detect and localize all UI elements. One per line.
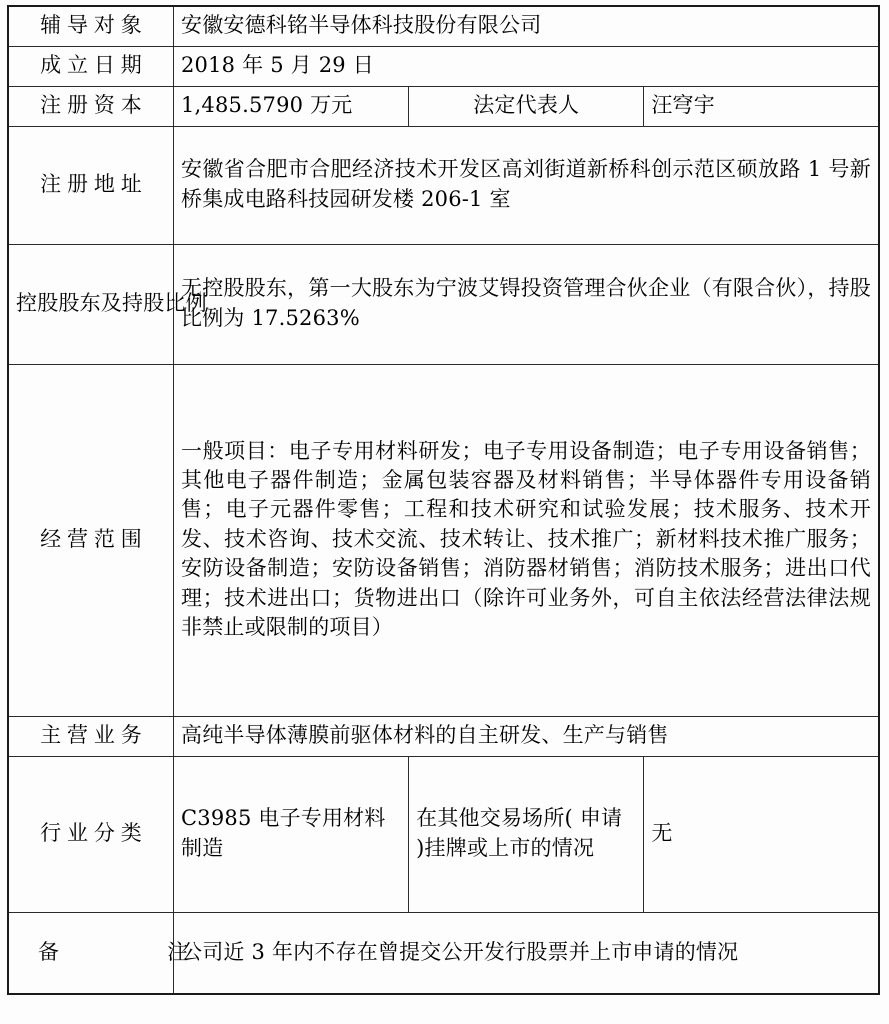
row-value-remark: 公司近 3 年内不存在曾提交公开发行股票并上市申请的情况: [174, 912, 880, 994]
row-value-registered-capital: 1,485.5790 万元: [174, 86, 409, 126]
row-value-establish-date: 2018 年 5 月 29 日: [174, 46, 880, 86]
row-value-controlling-shareholder: 无控股股东，第一大股东为宁波艾锝投资管理合伙企业（有限合伙），持股比例为 17.5263%: [174, 244, 880, 364]
row-value-business-scope: 一般项目：电子专用材料研发；电子专用设备制造；电子专用设备销售；其他电子器件制造；金属包装容器及材料销售；半导体器件专用设备销售；电子元器件零售；工程和技术研究和试验发展；技术服务、技术开发、技术咨询、技术交流、技术转让、技术推广；新材料技术推广服务；安防设备制造；安防设备销售；消防器材销售；消防技术服务；进出口代理；技术进出口；货物进出口（除许可业务外，可自主依法经营法律法规非禁止或限制的项目）: [174, 364, 880, 716]
table-row-industry-classification: [8, 756, 879, 912]
row-label-remark: 备 注: [8, 912, 174, 994]
table-row-registered-address: [8, 126, 879, 244]
table-row-registered-capital: [8, 86, 879, 126]
row-label-other-exchange-listing: 在其他交易场所( 申请 )挂牌或上市的情况: [409, 756, 644, 912]
table-row-main-business: [8, 716, 879, 756]
row-value-legal-representative: 汪穹宇: [644, 86, 879, 126]
row-label-business-scope: 经营范围: [8, 364, 174, 716]
row-label-main-business: 主营业务: [8, 716, 174, 756]
row-label-registered-address: 注册地址: [8, 126, 174, 244]
row-label-legal-representative: 法定代表人: [409, 86, 644, 126]
row-label-establish-date: 成立日期: [8, 46, 174, 86]
company-info-table: [7, 5, 880, 995]
table-row-establish-date: [8, 46, 879, 86]
table-row-business-scope: [8, 364, 879, 716]
row-label-registered-capital: 注册资本: [8, 86, 174, 126]
row-label-industry-classification: 行业分类: [8, 756, 174, 912]
table-row-controlling-shareholder: [8, 244, 879, 364]
row-label-controlling-shareholder: 控股股东及持股比例: [8, 244, 174, 364]
row-value-main-business: 高纯半导体薄膜前驱体材料的自主研发、生产与销售: [174, 716, 880, 756]
row-value-registered-address: 安徽省合肥市合肥经济技术开发区高刘街道新桥科创示范区硕放路 1 号新桥集成电路科技园研发楼 206-1 室: [174, 126, 880, 244]
table-row-guidance-target: [8, 6, 879, 46]
row-value-other-exchange-listing: 无: [644, 756, 879, 912]
row-label-guidance-target: 辅导对象: [8, 6, 174, 46]
row-value-guidance-target: 安徽安德科铭半导体科技股份有限公司: [174, 6, 880, 46]
row-value-industry-classification: C3985 电子专用材料制造: [174, 756, 409, 912]
table-row-remark: [8, 912, 879, 994]
